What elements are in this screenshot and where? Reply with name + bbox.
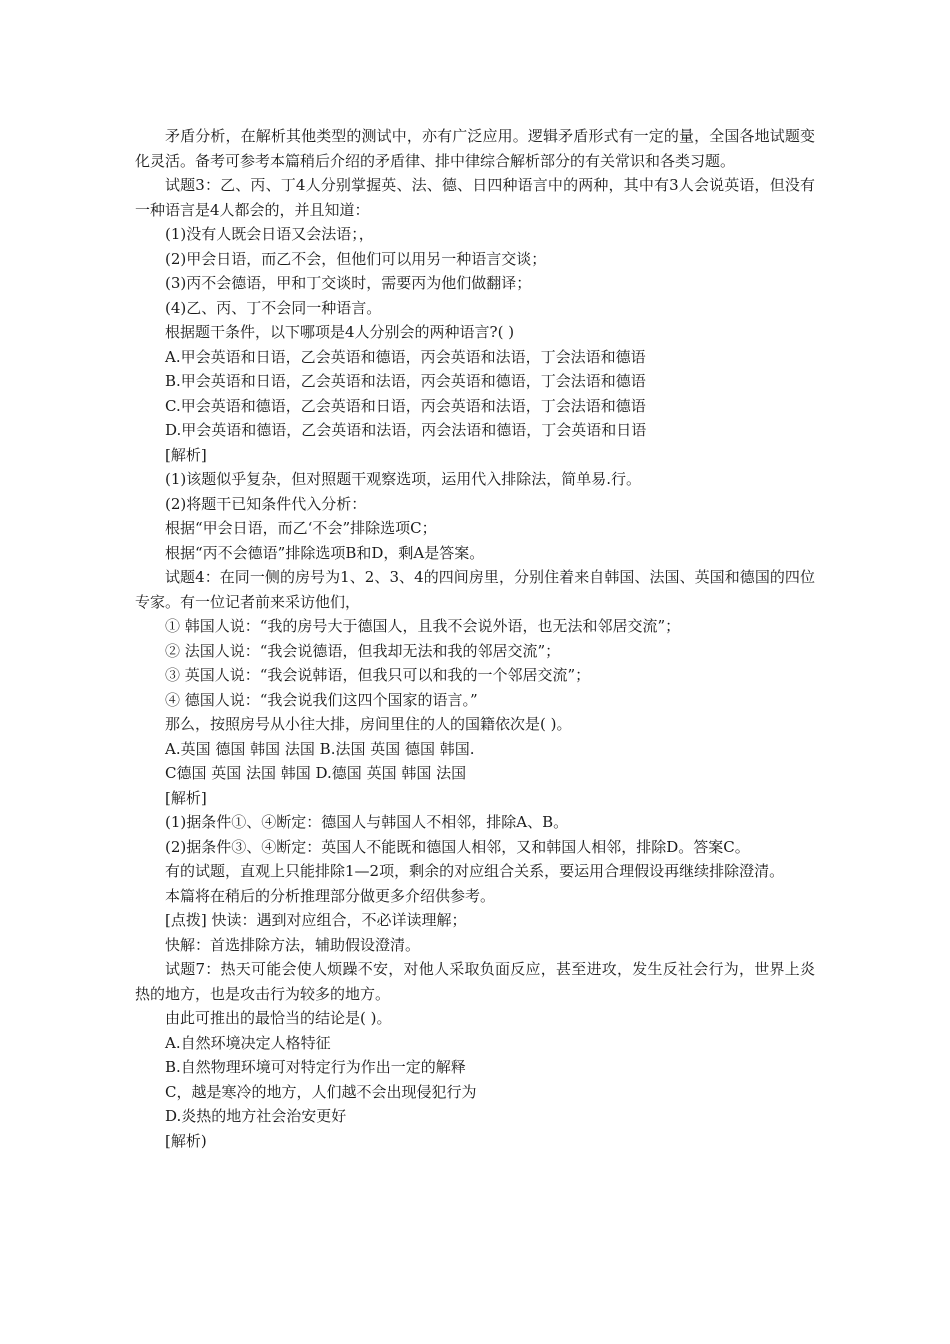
paragraph-reference: 本篇将在稍后的分析推理部分做更多介绍供参考。: [165, 886, 496, 905]
question-3-condition-1: (1)没有人既会日语又会法语；，: [165, 225, 374, 243]
analysis-heading: [解析]: [165, 788, 207, 807]
question-7-option-d: D.炎热的地方社会治安更好: [165, 1107, 347, 1125]
question-3-condition-2: (2)甲会日语，而乙不会，但他们可以用另一种语言交谈；: [165, 249, 547, 268]
paragraph-note: 有的试题，直观上只能排除1—2项，剩余的对应组合关系，要运用合理假设再继续排除澄清。: [165, 862, 785, 880]
question-3-analysis-2: (2)将题干已知条件代入分析：: [165, 494, 367, 513]
question-3-option-c: C.甲会英语和德语，乙会英语和日语，丙会英语和法语，丁会法语和德语: [165, 396, 646, 415]
question-3-option-d: D.甲会英语和德语，乙会英语和法语，丙会法语和德语，丁会英语和日语: [165, 421, 647, 439]
analysis-heading: [解析): [165, 1131, 207, 1150]
question-4-options-ab: A.英国 德国 韩国 法国 B.法国 英国 德国 韩国.: [165, 739, 475, 758]
question-3-prompt: 根据题干条件，以下哪项是4人分别会的两种语言?( ): [165, 323, 515, 341]
question-7-prompt: 由此可推出的最恰当的结论是( )。: [165, 1009, 392, 1027]
question-4-analysis-2: (2)据条件③、④断定：英国人不能既和德国人相邻，又和韩国人相邻，排除D。答案C。: [165, 837, 750, 856]
question-3-analysis-1: (1)该题似乎复杂，但对照题干观察选项，运用代入排除法，简单易.行。: [165, 470, 642, 488]
document-body: [135, 124, 815, 1153]
question-4-prompt: 那么，按照房号从小往大排，房间里住的人的国籍依次是( )。: [165, 715, 572, 733]
question-4-options-cd: C德国 英国 法国 韩国 D.德国 英国 韩国 法国: [165, 764, 467, 782]
question-3-condition-4: (4)乙、丙、丁不会同一种语言。: [165, 298, 382, 317]
question-4-stem: 试题4：在同一侧的房号为1、2、3、4的四间房里，分别住着来自韩国、法国、英国和德国的四位专家。有一位记者前来采访他们，: [135, 568, 815, 611]
paragraph-intro: 矛盾分析，在解析其他类型的测试中，亦有广泛应用。逻辑矛盾形式有一定的量，全国各地试题变化灵活。备考可参考本篇稍后介绍的矛盾律、排中律综合解析部分的有关常识和各类习题。: [135, 127, 815, 170]
tip-quick-solve: 快解：首选排除方法，辅助假设澄清。: [165, 935, 421, 954]
question-3-analysis-4: 根据“丙不会德语”排除选项B和D，剩A是答案。: [165, 543, 485, 562]
question-7-stem: 试题7：热天可能会使人烦躁不安，对他人采取负面反应，甚至进攻，发生反社会行为，世界上炎热的地方，也是攻击行为较多的地方。: [135, 960, 815, 1003]
question-3-stem: 试题3：乙、丙、丁4人分别掌握英、法、德、日四种语言中的两种，其中有3人会说英语，但没有一种语言是4人都会的，并且知道：: [135, 176, 815, 219]
question-7-option-c: C，越是寒冷的地方，人们越不会出现侵犯行为: [165, 1082, 477, 1101]
question-7-option-a: A.自然环境决定人格特征: [165, 1033, 331, 1052]
question-4-statement-1: ① 韩国人说：“我的房号大于德国人，且我不会说外语，也无法和邻居交流”；: [165, 617, 681, 635]
question-4-analysis-1: (1)据条件①、④断定：德国人与韩国人不相邻，排除A、B。: [165, 813, 569, 831]
question-3-option-b: B.甲会英语和日语，乙会英语和法语，丙会英语和德语，丁会法语和德语: [165, 372, 646, 390]
analysis-heading: [解析]: [165, 445, 207, 464]
question-3-condition-3: (3)丙不会德语，甲和丁交谈时，需要丙为他们做翻译；: [165, 274, 532, 292]
question-7-option-b: B.自然物理环境可对特定行为作出一定的解释: [165, 1058, 466, 1076]
question-3-option-a: A.甲会英语和日语，乙会英语和德语，丙会英语和法语，丁会法语和德语: [165, 347, 646, 366]
question-4-statement-3: ③ 英国人说：“我会说韩语，但我只可以和我的一个邻居交流”；: [165, 666, 591, 684]
question-4-statement-4: ④ 德国人说：“我会说我们这四个国家的语言。”: [165, 690, 478, 709]
question-3-analysis-3: 根据“甲会日语，而乙‘不会”排除选项C；: [165, 519, 437, 537]
tip-quick-read: [点拨] 快读：遇到对应组合，不必详读理解；: [165, 911, 467, 929]
question-4-statement-2: ② 法国人说：“我会说德语，但我却无法和我的邻居交流”；: [165, 641, 561, 660]
